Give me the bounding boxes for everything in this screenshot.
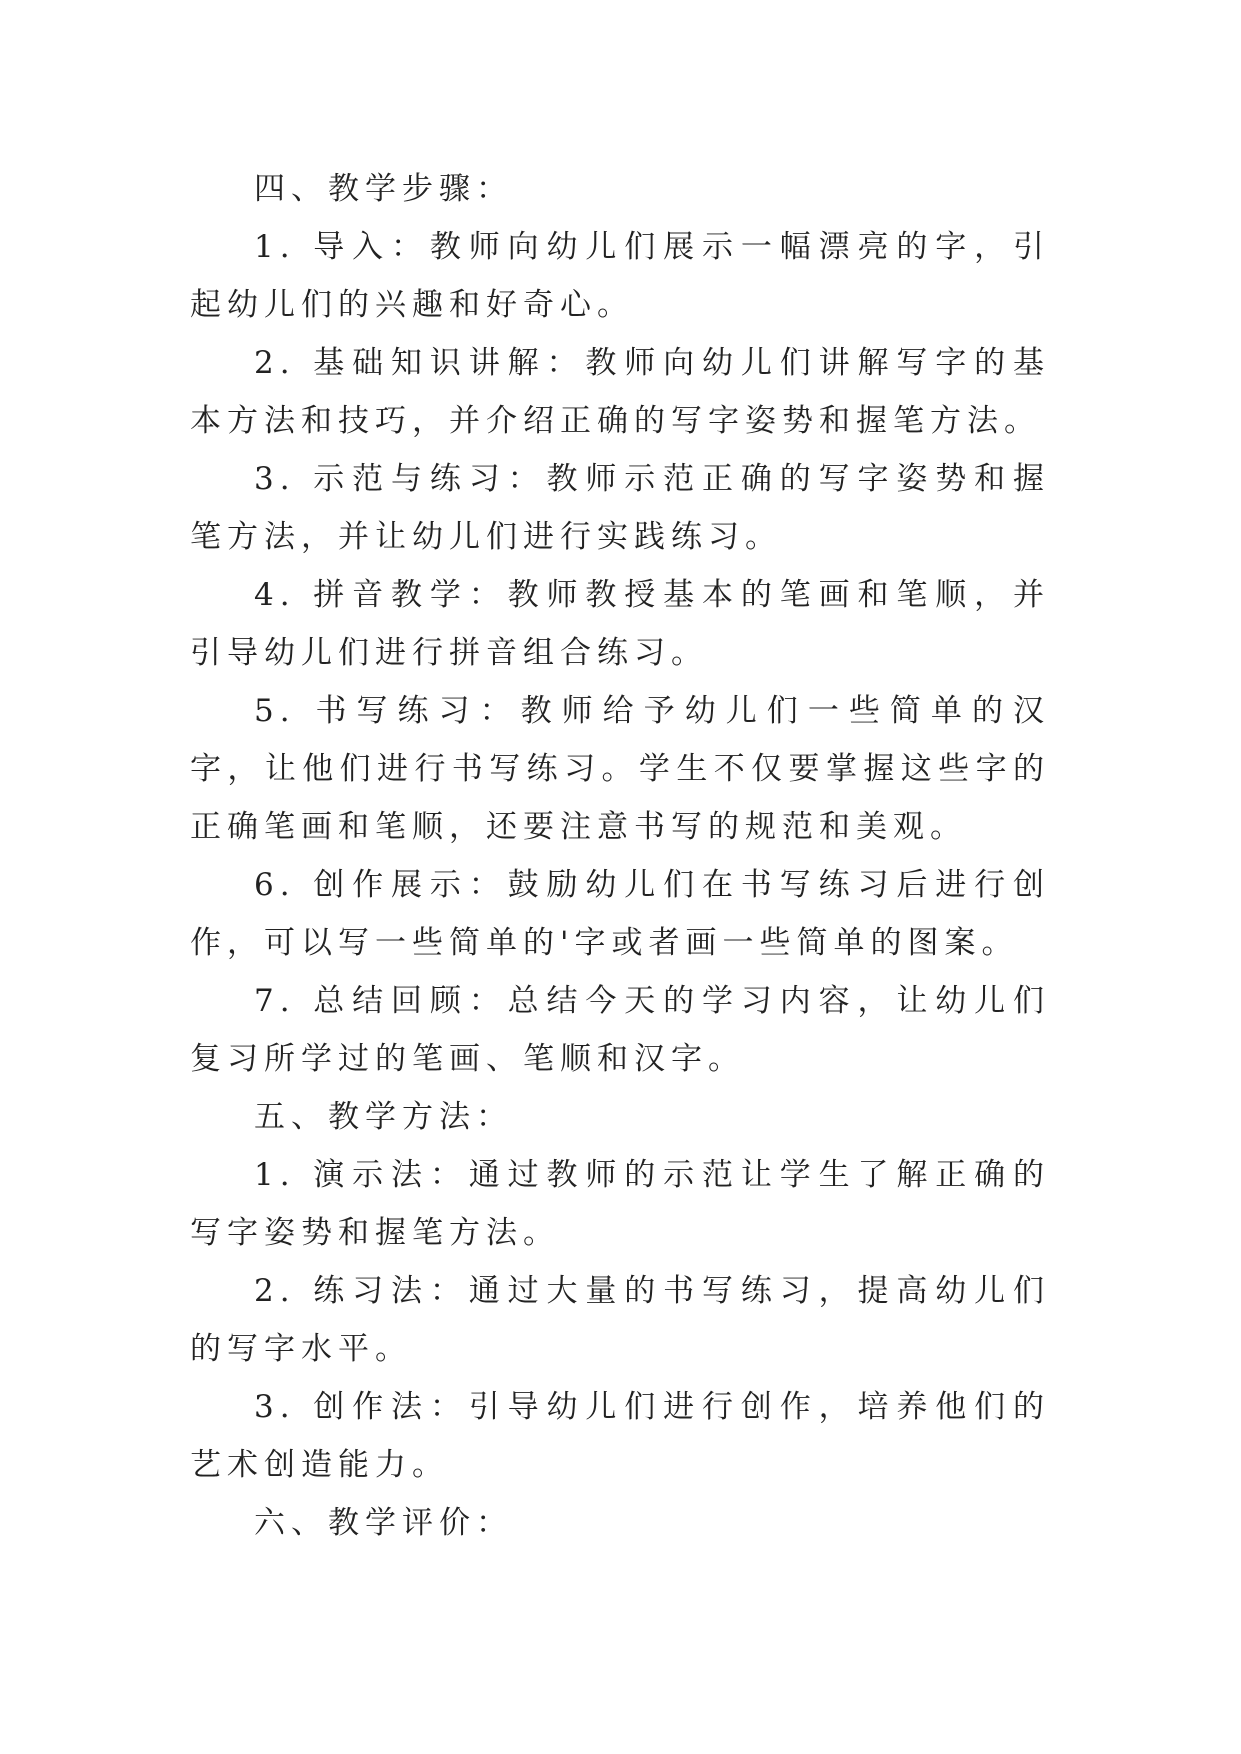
section-heading-methods: 五、教学方法： [254,1099,513,1135]
step-item-6: 6. 创作展示：鼓励幼儿们在书写练习后进行创作，可以写一些简单的'字或者画一些简单的图案。 [190,867,1050,961]
step-item-4: 4. 拼音教学：教师教授基本的笔画和笔顺，并引导幼儿们进行拼音组合练习。 [190,577,1050,671]
section-heading-steps: 四、教学步骤： [254,171,513,207]
step-item-2: 2. 基础知识讲解：教师向幼儿们讲解写字的基本方法和技巧，并介绍正确的写字姿势和握笔方法。 [190,345,1050,439]
method-item-1: 1. 演示法：通过教师的示范让学生了解正确的写字姿势和握笔方法。 [190,1157,1050,1251]
method-item-3: 3. 创作法：引导幼儿们进行创作，培养他们的艺术创造能力。 [190,1389,1050,1483]
step-item-7: 7. 总结回顾：总结今天的学习内容，让幼儿们复习所学过的笔画、笔顺和汉字。 [190,983,1050,1077]
step-item-5: 5. 书写练习：教师给予幼儿们一些简单的汉字，让他们进行书写练习。学生不仅要掌握这些字的正确笔画和笔顺，还要注意书写的规范和美观。 [190,693,1050,845]
section-heading-evaluation: 六、教学评价： [254,1505,513,1541]
method-item-2: 2. 练习法：通过大量的书写练习，提高幼儿们的写字水平。 [190,1273,1050,1367]
step-item-3: 3. 示范与练习：教师示范正确的写字姿势和握笔方法，并让幼儿们进行实践练习。 [190,461,1050,555]
step-item-1: 1. 导入：教师向幼儿们展示一幅漂亮的字，引起幼儿们的兴趣和好奇心。 [190,229,1050,323]
document-body [190,160,1050,1552]
